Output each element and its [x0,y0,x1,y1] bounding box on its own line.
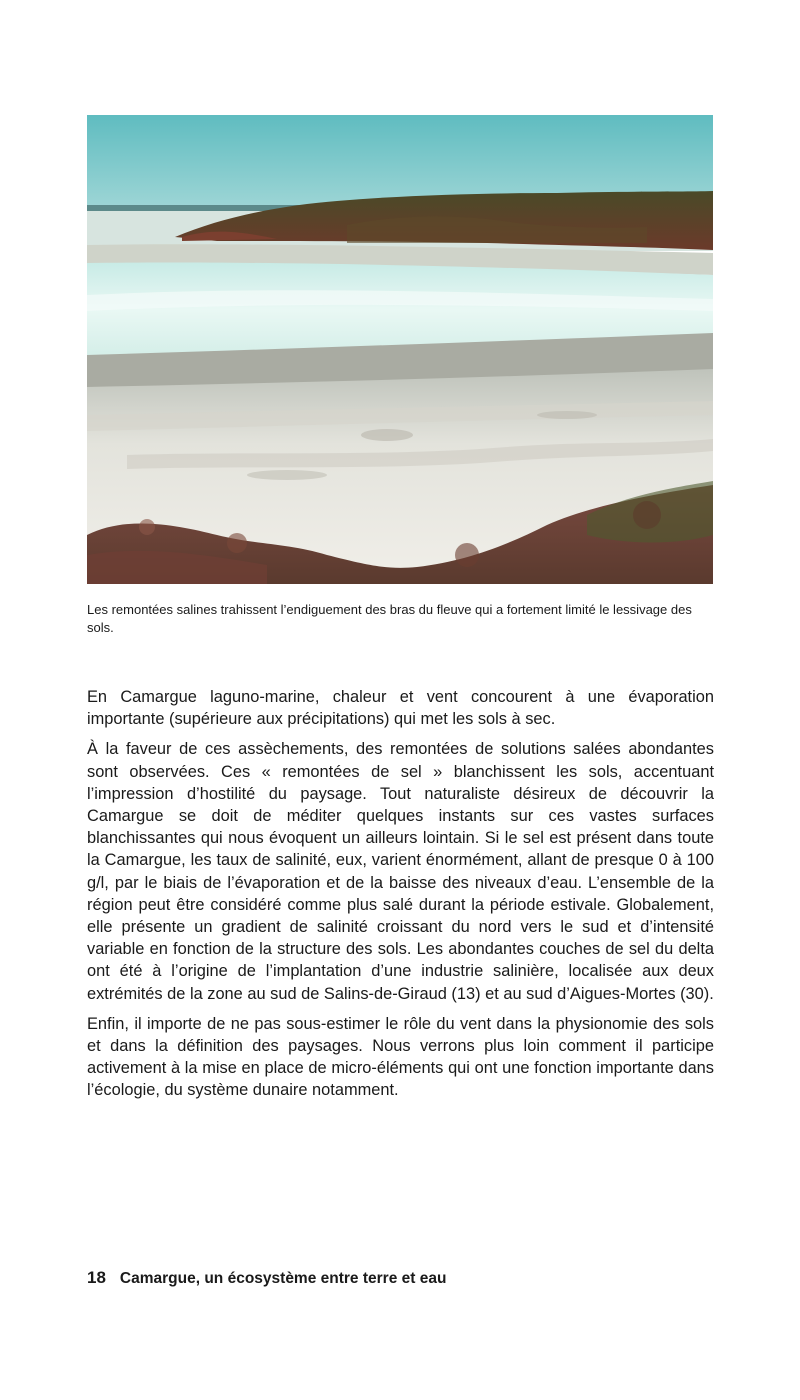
body-text [87,686,714,1110]
salt-flat-photo [87,115,713,584]
paragraph: À la faveur de ces assèchements, des remontées de solutions salées abondantes sont observées. Ces « remontées de sel » blanchissent les sols, accentuant l’impression d’hostilité du paysage. Tout naturaliste désireux de découvrir la Camargue se doit de méditer quelques instants sur ces vastes surfaces blanchissantes qui nous évoquent un ailleurs lointain. Si le sel est présent dans toute la Camargue, les taux de salinité, eux, varient énormément, allant de presque 0 à 100 g/l, par le biais de l’évaporation et de la baisse des niveaux d’eau. L’ensemble de la région peut être considéré comme plus salé durant la période estivale. Globalement, elle présente un gradient de salinité croissant du nord vers le sud et d’intensité variable en fonction de la structure des sols. Les abondantes couches de sel du delta ont été à l’origine de l’implantation d’une industrie salinière, localisée aux deux extrémités de la zone au sud de Salins-de-Giraud (13) et au sud d’Aigues-Mortes (30). [87,740,714,1003]
photo-caption: Les remontées salines trahissent l’endiguement des bras du fleuve qui a fortement limité le lessivage des sols. [87,602,692,635]
paragraph: Enfin, il importe de ne pas sous-estimer le rôle du vent dans la physionomie des sols et dans la définition des paysages. Nous verrons plus loin comment il participe activement à la mise en place de micro-éléments qui ont une fonction importante dans l’écologie, du système dunaire notamment. [87,1014,714,1100]
page-number: 18 [87,1268,106,1287]
salt-flat-illustration [87,115,713,584]
running-title: Camargue, un écosystème entre terre et eau [119,1270,447,1287]
page-footer [87,1268,446,1292]
paragraph: En Camargue laguno-marine, chaleur et vent concourent à une évaporation importante (supérieure aux précipitations) qui met les sols à sec. [87,688,714,729]
